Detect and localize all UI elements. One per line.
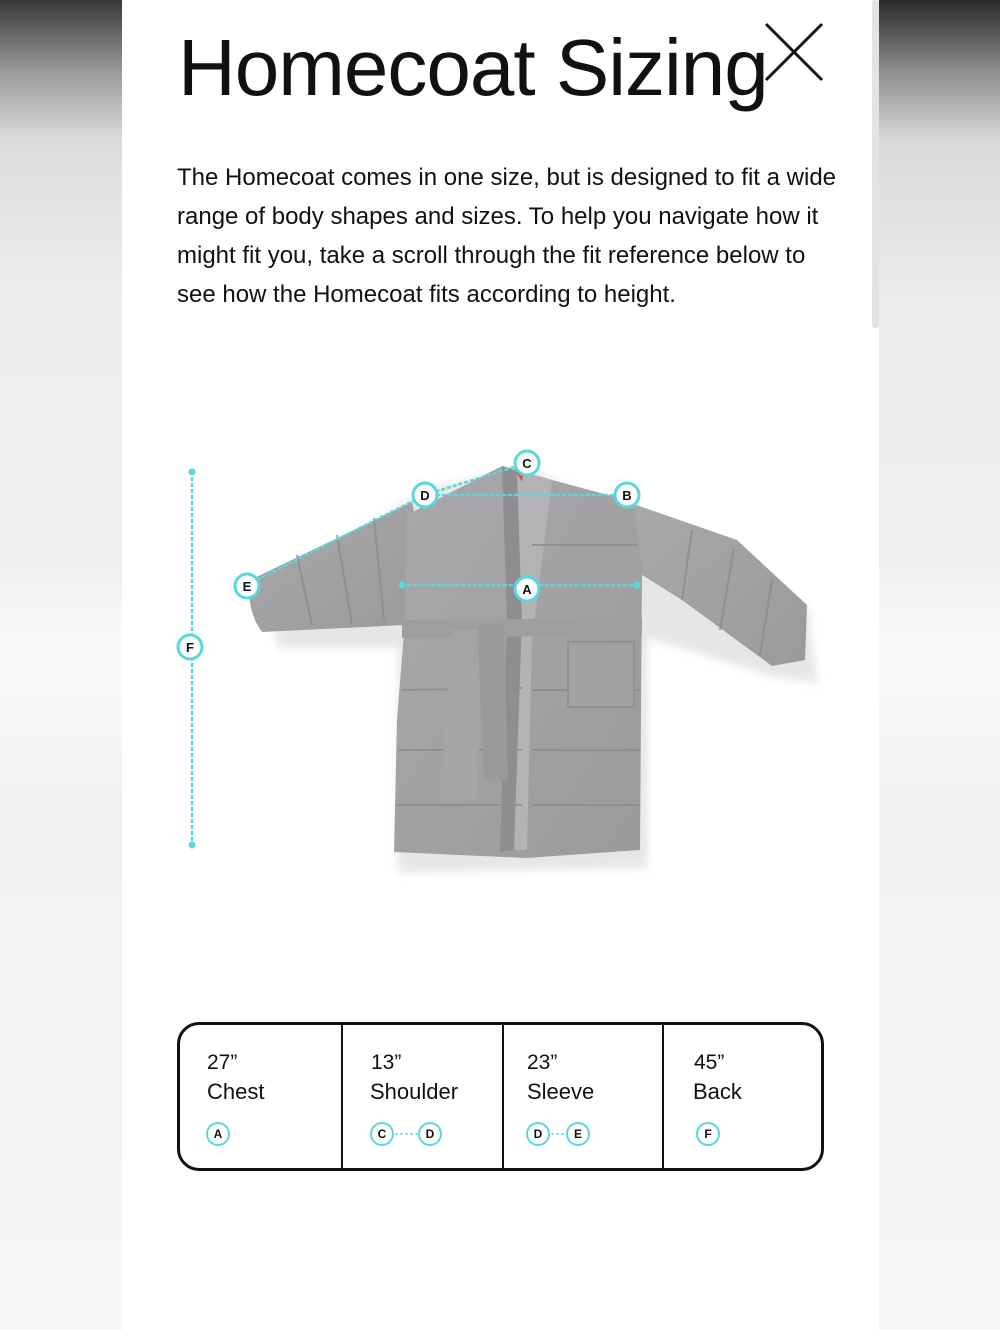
scrollbar-thumb[interactable] — [872, 0, 879, 328]
measurement-sleeve — [504, 1025, 664, 1168]
backdrop-left — [0, 0, 122, 1330]
measurement-label: Chest — [207, 1079, 265, 1104]
marker-e — [235, 574, 259, 598]
svg-text:B: B — [622, 488, 632, 503]
measurement-shoulder — [343, 1025, 504, 1168]
intro-text: The Homecoat comes in one size, but is designed to fit a wide range of body shapes and sizes. To help you navigate how it might fit you, take a scroll through the fit reference below to see how the Homecoat fits according to height. — [177, 164, 837, 308]
measurement-label: Back — [693, 1079, 742, 1104]
dotted-connector — [550, 1133, 566, 1135]
badge-f: F — [696, 1122, 720, 1146]
svg-text:D: D — [420, 488, 430, 503]
marker-b — [615, 483, 639, 507]
badge-d: D — [418, 1122, 442, 1146]
measurement-value: 27” — [207, 1051, 238, 1074]
svg-text:E: E — [242, 579, 252, 594]
measurement-label: Shoulder — [370, 1079, 459, 1104]
marker-f — [178, 635, 202, 659]
svg-text:F: F — [186, 640, 194, 655]
close-icon — [762, 20, 826, 84]
dotted-connector — [394, 1133, 418, 1135]
measurement-badges — [206, 1122, 230, 1146]
measurement-value: 45” — [694, 1051, 725, 1074]
marker-a — [515, 577, 539, 601]
measurement-value: 13” — [371, 1051, 402, 1074]
measurement-chest — [180, 1025, 343, 1168]
measurement-value: 23” — [527, 1051, 558, 1074]
measurement-badges — [526, 1122, 590, 1146]
badge-c: C — [370, 1122, 394, 1146]
homecoat-image — [122, 420, 879, 940]
backdrop-right — [879, 0, 1000, 1330]
marker-c — [515, 451, 539, 475]
badge-e: E — [566, 1122, 590, 1146]
measurement-badges — [696, 1122, 720, 1146]
svg-text:A: A — [522, 582, 532, 597]
homecoat-diagram — [122, 420, 879, 940]
measurements-table — [177, 1022, 824, 1171]
measurement-back — [664, 1025, 821, 1168]
modal-title: Homecoat Sizing — [178, 23, 768, 112]
marker-d — [413, 483, 437, 507]
badge-d: D — [526, 1122, 550, 1146]
close-button[interactable] — [762, 20, 826, 84]
measurement-badges — [370, 1122, 442, 1146]
svg-text:C: C — [522, 456, 532, 471]
measurement-label: Sleeve — [527, 1079, 595, 1104]
badge-a: A — [206, 1122, 230, 1146]
